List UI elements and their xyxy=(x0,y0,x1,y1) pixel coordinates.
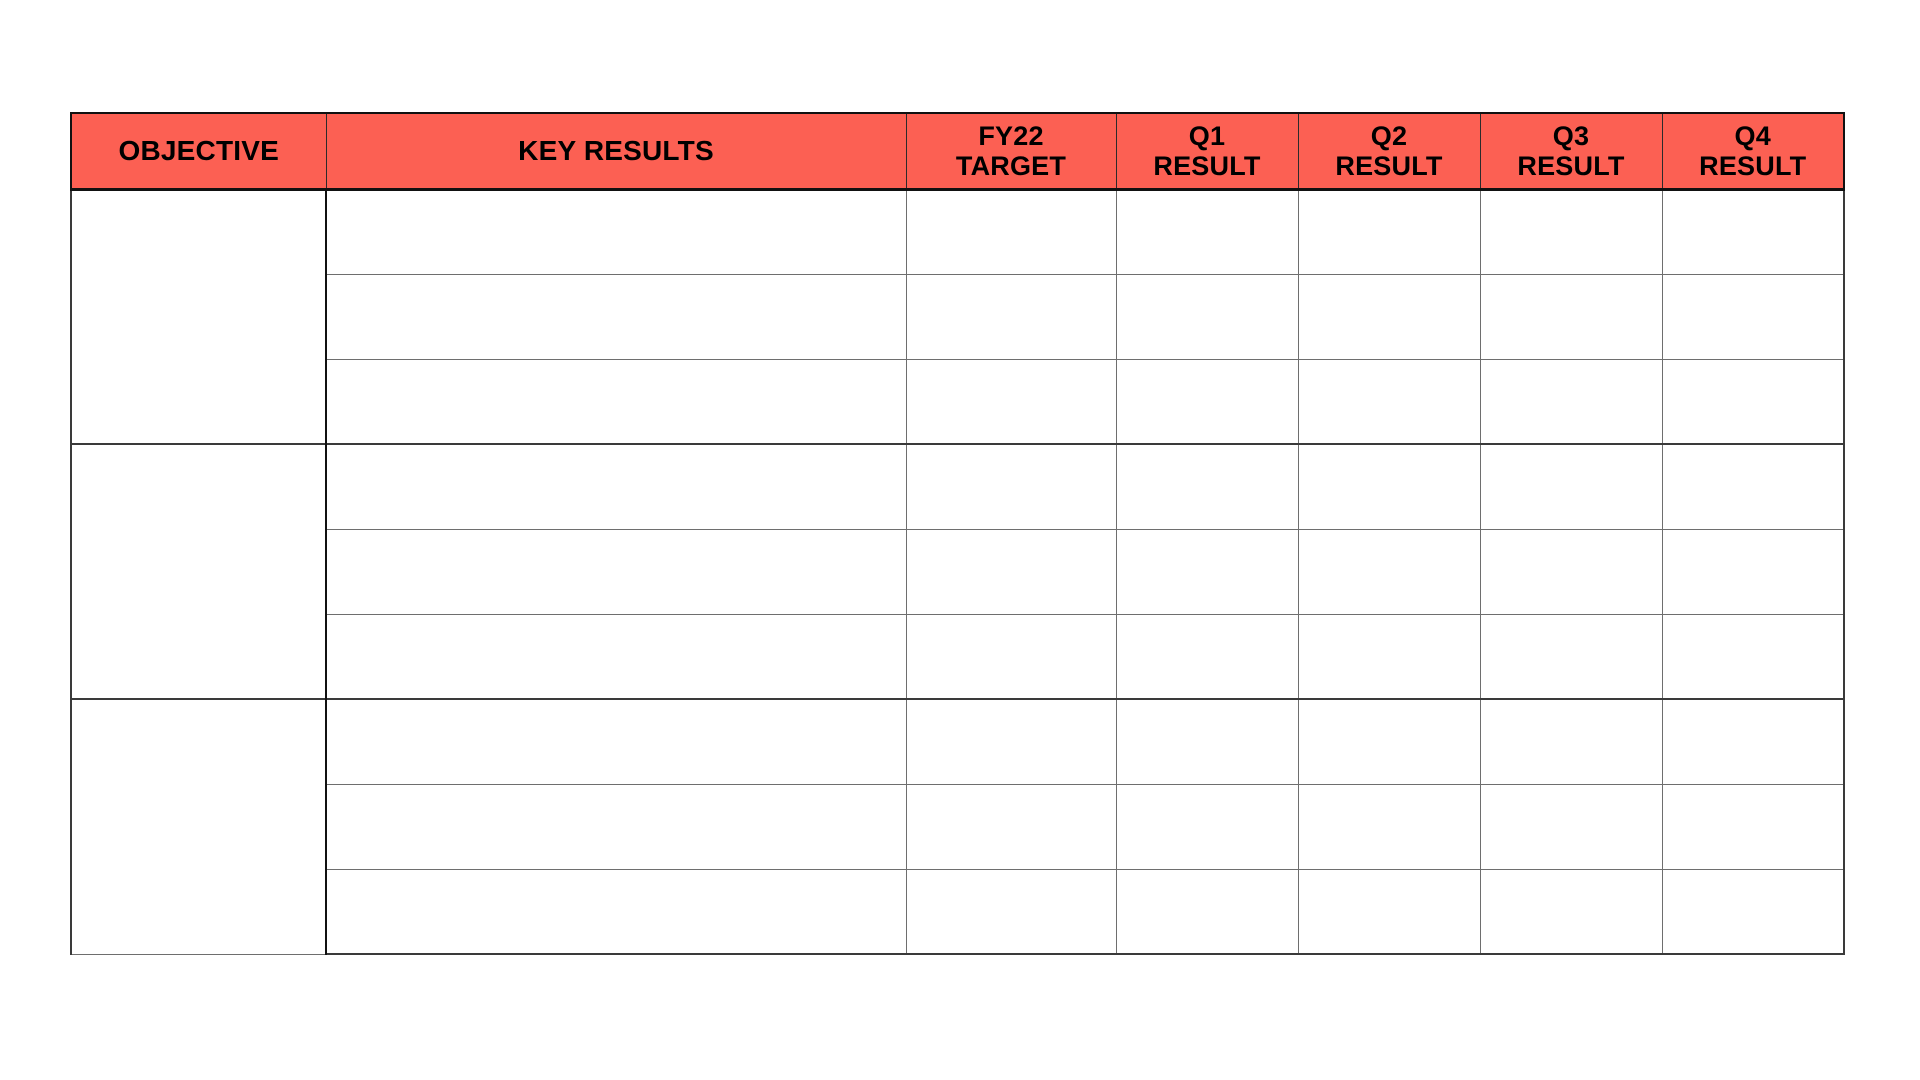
column-header-objective xyxy=(71,113,326,189)
q3-result-cell[interactable] xyxy=(1480,359,1662,444)
fy22-target-cell[interactable] xyxy=(906,444,1116,529)
q2-result-cell[interactable] xyxy=(1298,444,1480,529)
q4-result-cell[interactable] xyxy=(1662,784,1844,869)
column-header-fy22-target-line1: FY22 xyxy=(978,120,1044,151)
q3-result-cell[interactable] xyxy=(1480,189,1662,274)
q3-result-cell[interactable] xyxy=(1480,699,1662,784)
q2-result-cell[interactable] xyxy=(1298,699,1480,784)
column-header-q3-result-line1: Q3 xyxy=(1552,120,1590,151)
q2-result-cell[interactable] xyxy=(1298,274,1480,359)
key-result-cell[interactable] xyxy=(326,614,906,699)
q1-result-cell[interactable] xyxy=(1116,614,1298,699)
q2-result-cell[interactable] xyxy=(1298,614,1480,699)
key-result-cell[interactable] xyxy=(326,699,906,784)
q1-result-cell[interactable] xyxy=(1116,784,1298,869)
key-result-cell[interactable] xyxy=(326,359,906,444)
q3-result-cell[interactable] xyxy=(1480,529,1662,614)
column-header-q3-result-line2: RESULT xyxy=(1517,150,1625,181)
table-row xyxy=(71,274,1844,359)
q2-result-cell[interactable] xyxy=(1298,869,1480,954)
column-header-fy22-target-line2: TARGET xyxy=(955,150,1067,181)
q1-result-cell[interactable] xyxy=(1116,189,1298,274)
q1-result-cell[interactable] xyxy=(1116,444,1298,529)
q4-result-cell[interactable] xyxy=(1662,699,1844,784)
key-result-cell[interactable] xyxy=(326,274,906,359)
table-row xyxy=(71,869,1844,954)
key-result-cell[interactable] xyxy=(326,529,906,614)
column-header-key-results-line1: KEY RESULTS xyxy=(518,135,714,167)
fy22-target-cell[interactable] xyxy=(906,274,1116,359)
fy22-target-cell[interactable] xyxy=(906,784,1116,869)
column-header-q1-result-line2: RESULT xyxy=(1153,150,1261,181)
q2-result-cell[interactable] xyxy=(1298,189,1480,274)
table-row xyxy=(71,529,1844,614)
q2-result-cell[interactable] xyxy=(1298,359,1480,444)
fy22-target-cell[interactable] xyxy=(906,359,1116,444)
fy22-target-cell[interactable] xyxy=(906,869,1116,954)
q3-result-cell[interactable] xyxy=(1480,869,1662,954)
fy22-target-cell[interactable] xyxy=(906,189,1116,274)
q1-result-cell[interactable] xyxy=(1116,529,1298,614)
fy22-target-cell[interactable] xyxy=(906,614,1116,699)
table-row xyxy=(71,784,1844,869)
column-header-q2-result xyxy=(1298,113,1480,189)
q1-result-cell[interactable] xyxy=(1116,699,1298,784)
table-body xyxy=(71,189,1844,954)
column-header-q4-result-line1: Q4 xyxy=(1734,120,1771,151)
q4-result-cell[interactable] xyxy=(1662,274,1844,359)
q3-result-cell[interactable] xyxy=(1480,614,1662,699)
q4-result-cell[interactable] xyxy=(1662,359,1844,444)
objective-cell[interactable] xyxy=(71,189,326,444)
q4-result-cell[interactable] xyxy=(1662,614,1844,699)
q4-result-cell[interactable] xyxy=(1662,869,1844,954)
q2-result-cell[interactable] xyxy=(1298,784,1480,869)
q1-result-cell[interactable] xyxy=(1116,869,1298,954)
q3-result-cell[interactable] xyxy=(1480,784,1662,869)
column-header-q2-result-line2: RESULT xyxy=(1335,150,1443,181)
fy22-target-cell[interactable] xyxy=(906,529,1116,614)
key-result-cell[interactable] xyxy=(326,444,906,529)
table-row xyxy=(71,189,1844,274)
column-header-q3-result xyxy=(1480,113,1662,189)
column-header-objective-line1: OBJECTIVE xyxy=(118,135,279,167)
objective-cell[interactable] xyxy=(71,444,326,699)
column-header-key-results xyxy=(326,113,906,189)
column-header-q4-result-line2: RESULT xyxy=(1699,150,1807,181)
column-header-fy22-target xyxy=(906,113,1116,189)
q2-result-cell[interactable] xyxy=(1298,529,1480,614)
table-header xyxy=(71,113,1844,189)
column-header-q1-result-line1: Q1 xyxy=(1188,120,1226,151)
column-header-q2-result-line1: Q2 xyxy=(1370,120,1408,151)
q1-result-cell[interactable] xyxy=(1116,274,1298,359)
q4-result-cell[interactable] xyxy=(1662,529,1844,614)
table-row xyxy=(71,614,1844,699)
q4-result-cell[interactable] xyxy=(1662,189,1844,274)
q3-result-cell[interactable] xyxy=(1480,444,1662,529)
fy22-target-cell[interactable] xyxy=(906,699,1116,784)
q1-result-cell[interactable] xyxy=(1116,359,1298,444)
column-header-q1-result xyxy=(1116,113,1298,189)
q4-result-cell[interactable] xyxy=(1662,444,1844,529)
key-result-cell[interactable] xyxy=(326,784,906,869)
key-result-cell[interactable] xyxy=(326,869,906,954)
objective-cell[interactable] xyxy=(71,699,326,954)
key-result-cell[interactable] xyxy=(326,189,906,274)
q3-result-cell[interactable] xyxy=(1480,274,1662,359)
okr-table xyxy=(70,112,1845,955)
okr-table-container xyxy=(70,112,1845,955)
column-header-q4-result xyxy=(1662,113,1844,189)
header-row xyxy=(71,113,1844,189)
table-row xyxy=(71,699,1844,784)
table-row xyxy=(71,359,1844,444)
table-row xyxy=(71,444,1844,529)
